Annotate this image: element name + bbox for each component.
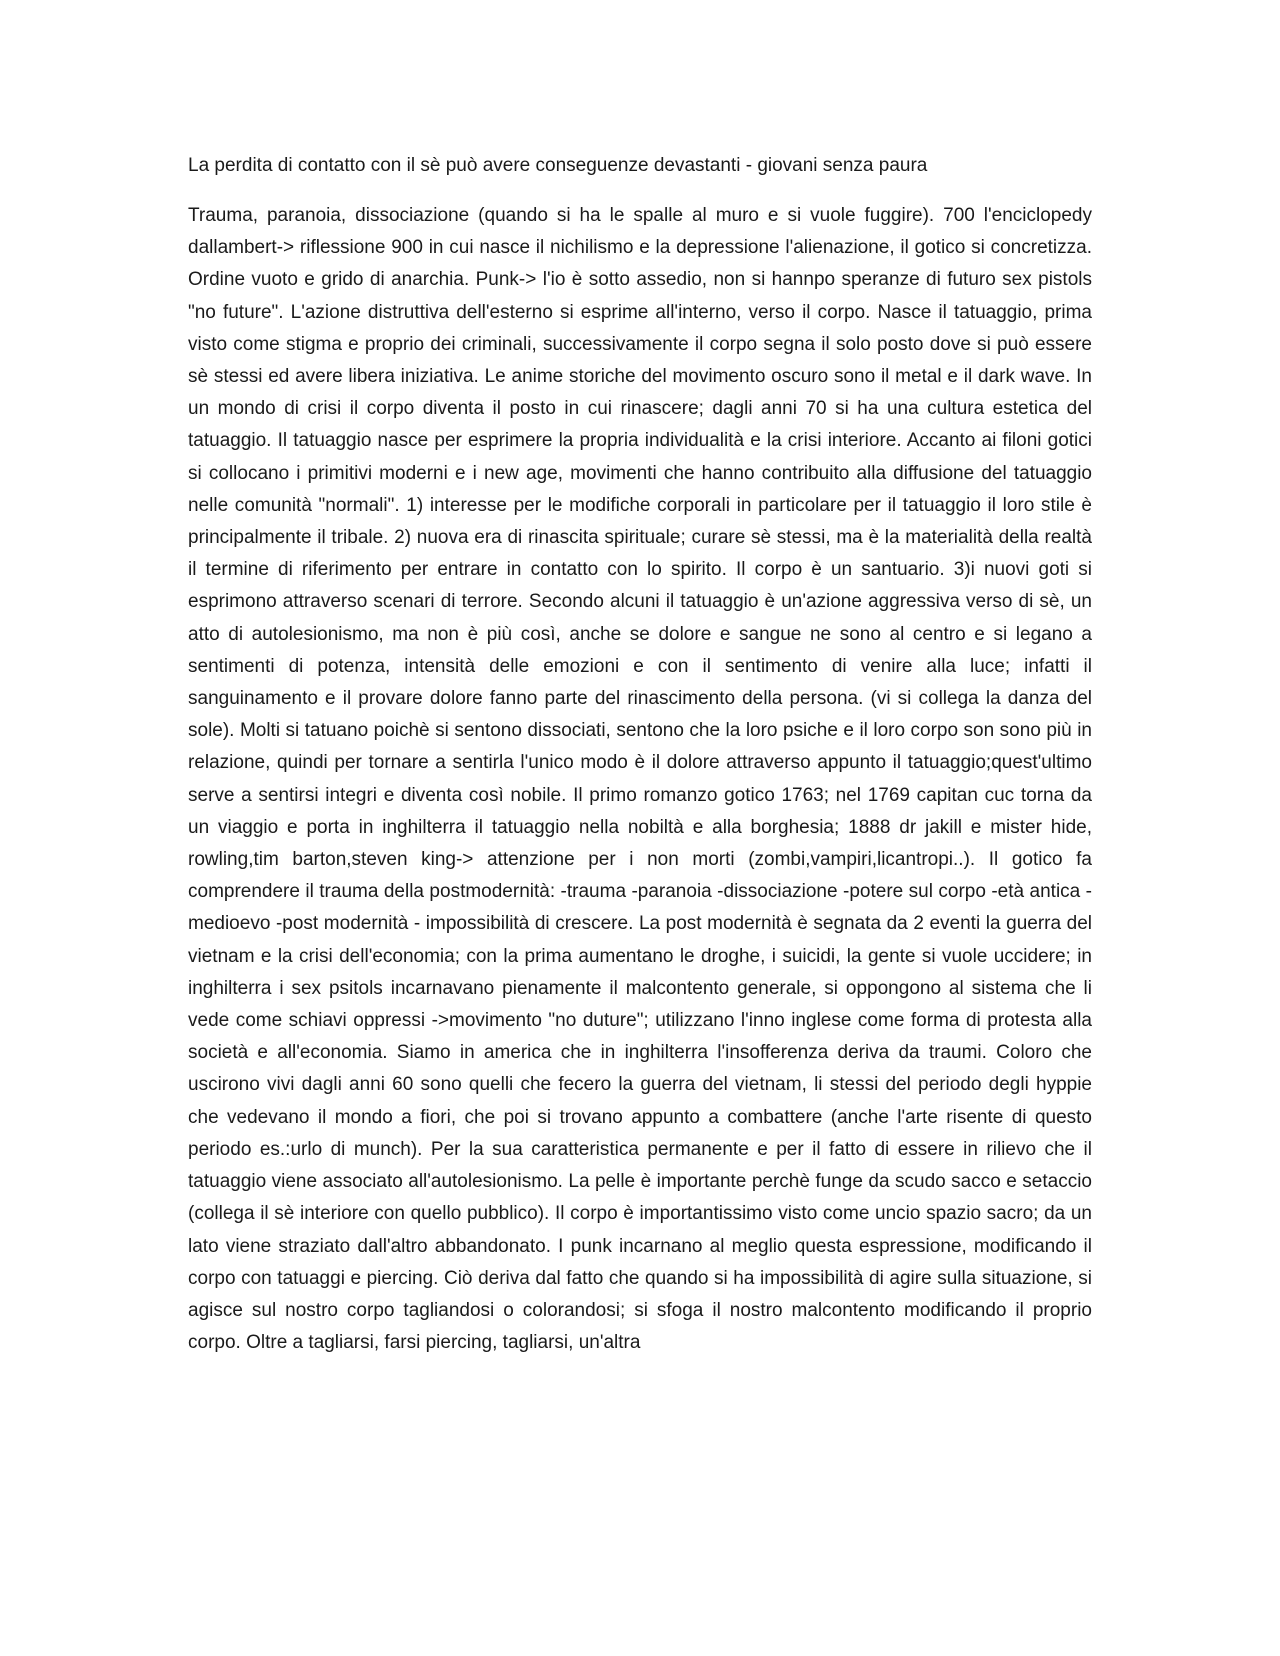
document-content [188, 150, 1092, 1359]
document-body: Trauma, paranoia, dissociazione (quando si ha le spalle al muro e si vuole fuggire). 700 l'enciclopedy dallambert-> riflessione 900 in cui nasce il nichilismo e la depressione l'alienazione, il gotico si concretizza. Ordine vuoto e grido di anarchia. Punk-> l'io è sotto assedio, non si hannpo speranze di futuro sex pistols "no future". L'azione distruttiva dell'esterno si esprime all'interno, verso il corpo. Nasce il tatuaggio, prima visto come stigma e proprio dei criminali, successivamente il corpo segna il solo posto dove si può essere sè stessi ed avere libera iniziativa. Le anime storiche del movimento oscuro sono il metal e il dark wave. In un mondo di crisi il corpo diventa il posto in cui rinascere; dagli anni 70 si ha una cultura estetica del tatuaggio. Il tatuaggio nasce per esprimere la propria individualità e la crisi interiore. Accanto ai filoni gotici si collocano i primitivi moderni e i new age, movimenti che hanno contribuito alla diffusione del tatuaggio nelle comunità "normali". 1) interesse per le modifiche corporali in particolare per il tatuaggio il loro stile è principalmente il tribale. 2) nuova era di rinascita spirituale; curare sè stessi, ma è la materialità della realtà il termine di riferimento per entrare in contatto con lo spirito. Il corpo è un santuario. 3)i nuovi goti si esprimono attraverso scenari di terrore. Secondo alcuni il tatuaggio è un'azione aggressiva verso di sè, un atto di autolesionismo, ma non è più così, anche se dolore e sangue ne sono al centro e si legano a sentimenti di potenza, intensità delle emozioni e con il sentimento di venire alla luce; infatti il sanguinamento e il provare dolore fanno parte del rinascimento della persona. (vi si collega la danza del sole). Molti si tatuano poichè si sentono dissociati, sentono che la loro psiche e il loro corpo son sono più in relazione, quindi per tornare a sentirla l'unico modo è il dolore attraverso appunto il tatuaggio;quest'ultimo serve a sentirsi integri e diventa così nobile. Il primo romanzo gotico 1763; nel 1769 capitan cuc torna da un viaggio e porta in inghilterra il tatuaggio nella nobiltà e alla borghesia; 1888 dr jakill e mister hide, rowling,tim barton,steven king-> attenzione per i non morti (zombi,vampiri,licantropi..). Il gotico fa comprendere il trauma della postmodernità: -trauma -paranoia -dissociazione -potere sul corpo -età antica -medioevo -post modernità - impossibilità di crescere. La post modernità è segnata da 2 eventi la guerra del vietnam e la crisi dell'economia; con la prima aumentano le droghe, i suicidi, la gente si vuole uccidere; in inghilterra i sex psitols incarnavano pienamente il malcontento generale, si oppongono al sistema che li vede come schiavi oppressi ->movimento "no duture"; utilizzano l'inno inglese come forma di protesta alla società e all'economia. Siamo in america che in inghilterra l'insofferenza deriva da traumi. Coloro che uscirono vivi dagli anni 60 sono quelli che fecero la guerra del vietnam, li stessi del periodo degli hyppie che vedevano il mondo a fiori, che poi si trovano appunto a combattere (anche l'arte risente di questo periodo es.:urlo di munch). Per la sua caratteristica permanente e per il fatto di essere in rilievo che il tatuaggio viene associato all'autolesionismo. La pelle è importante perchè funge da scudo sacco e setaccio (collega il sè interiore con quello pubblico). Il corpo è importantissimo visto come uncio spazio sacro; da un lato viene straziato dall'altro abbandonato. I punk incarnano al meglio questa espressione, modificando il corpo con tatuaggi e piercing. Ciò deriva dal fatto che quando si ha impossibilità di agire sulla situazione, si agisce sul nostro corpo tagliandosi o colorandosi; si sfoga il nostro malcontento modificando il proprio corpo. Oltre a tagliarsi, farsi piercing, tagliarsi, un'altra [188, 205, 1092, 1354]
document-title: La perdita di contatto con il sè può avere conseguenze devastanti - giovani senza paura [188, 155, 928, 176]
